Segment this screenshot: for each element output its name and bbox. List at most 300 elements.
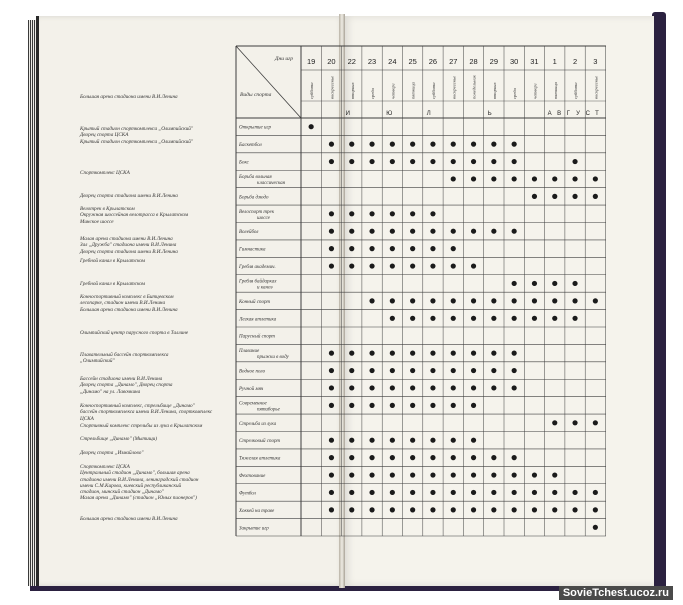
event-dot [532,490,537,495]
event-dot [471,298,476,303]
event-dot [369,385,374,390]
event-dot [532,194,537,199]
day-number: 30 [509,57,519,66]
day-number: 27 [449,57,458,66]
event-dot [512,316,517,321]
event-dot [390,211,395,216]
venue-text: Велотрек в Крылатском Окружная шоссейная велотрасса в Крылатском Минское шоссе [80,206,189,225]
weekday-label: среда [512,88,518,99]
venue-text: Дворец спорта стадиона имени В.И.Ленина [80,193,178,199]
event-dot [471,368,476,373]
event-dot [329,211,334,216]
event-dot [593,525,598,530]
event-dot [471,438,476,443]
sport-label-line: Баскетбол [239,143,262,149]
event-dot [491,229,496,234]
event-dot [369,246,374,251]
sport-label-line: Тяжелая атлетика [239,456,281,462]
sport-label [238,508,275,514]
event-dot [532,176,537,181]
event-dot [369,298,374,303]
event-dot [369,438,374,443]
sport-label-line: Открытие игр [239,125,271,131]
event-dot [410,403,415,408]
event-dot [471,229,476,234]
event-dot [552,298,557,303]
event-dot [572,420,577,425]
event-dot [471,472,476,477]
event-dot [329,507,334,512]
sport-label [238,349,290,360]
sport-label [239,422,277,427]
event-dot [512,159,517,164]
event-dot [349,455,354,460]
sport-label [238,248,266,253]
event-dot [491,298,496,303]
event-dot [410,263,415,268]
sport-label-line: Водное поло [239,369,266,375]
sport-label-line: Гребля байдарках [239,279,277,285]
event-dot [572,281,577,286]
event-dot [593,490,598,495]
event-dot [390,438,395,443]
event-dot [349,385,354,390]
sport-label-line: Борьба дзюдо [239,195,269,201]
sport-label-line: Стрелковый спорт [239,439,281,445]
event-dot [471,176,476,181]
sport-label [238,161,250,166]
event-dot [593,194,598,199]
weekday-label: понедельник [471,75,477,99]
event-dot [349,159,354,164]
day-number: 2 [572,57,578,66]
sport-label [239,401,281,412]
weekday-label: пятница [552,82,558,99]
month-july-letter: Ю [386,111,393,117]
site-watermark: SovieTchest.ucoz.ru [559,586,673,600]
event-dot [491,472,496,477]
day-number: 25 [408,57,417,66]
event-dot [329,159,334,164]
day-number: 31 [530,57,539,66]
weekday-label: вторник [349,82,355,99]
event-dot [512,455,517,460]
event-dot [390,351,395,356]
event-dot [369,472,374,477]
event-dot [390,507,395,512]
event-dot [471,351,476,356]
event-dot [390,298,395,303]
sport-label-line: Велоспорт трек [239,209,275,215]
event-dot [430,368,435,373]
event-dot [349,351,354,356]
event-dot [552,281,557,286]
event-dot [491,316,496,321]
sport-label-line: Борьба вольная [239,174,272,180]
event-dot [451,246,456,251]
event-dot [572,490,577,495]
event-dot [410,211,415,216]
event-dot [349,142,354,147]
sport-label-line: классическая [257,180,285,186]
event-dot [349,472,354,477]
day-number: 19 [306,57,316,66]
weekday-label: четверг [532,83,538,99]
sport-label [239,457,281,462]
event-dot [390,490,395,495]
weekday-label: суббота [309,82,315,99]
sport-label-line: Плавание [239,349,260,355]
event-dot [430,229,435,234]
day-number: 3 [593,57,598,66]
event-dot [430,490,435,495]
event-dot [349,368,354,373]
event-dot [410,159,415,164]
event-dot [451,229,456,234]
sport-label [239,491,256,496]
event-dot [552,176,557,181]
event-dot [430,438,435,443]
sport-label [238,195,269,200]
weekday-label: среда [370,88,376,99]
event-dot [329,246,334,251]
sport-label [238,143,262,148]
venue-text: Спорткомплекс ЦСКА Центральный стадион „Динамо", большая арена стадиона имени В.И.Ленина, ленинградский стадион имени С.М.Кирова, киевский республиканский стадион, минский стадион „Динамо" Малая арена „Динамо" (стадион „Юных пионеров") [80,464,199,502]
event-dot [430,316,435,321]
month-august-letter: Т [595,111,599,117]
event-dot [532,472,537,477]
event-dot [369,229,374,234]
weekday-label: пятница [410,82,416,99]
event-dot [491,490,496,495]
event-dot [471,142,476,147]
event-dot [512,281,517,286]
event-dot [451,316,456,321]
event-dot [390,142,395,147]
venue-text: Спорткомплекс ЦСКА [80,170,130,176]
weekday-label: суббота [430,82,436,99]
sport-label-line: Стрельба из лука [239,421,277,427]
event-dot [451,507,456,512]
event-dot [471,385,476,390]
event-dot [349,263,354,268]
day-number: 24 [388,57,397,66]
venue-text: Дворец спорта „Измайлово" [80,450,144,456]
sport-label [239,126,271,131]
event-dot [552,316,557,321]
event-dot [410,385,415,390]
event-dot [390,263,395,268]
month-july-letter: Л [426,111,431,117]
day-number: 29 [489,57,499,66]
event-dot [451,490,456,495]
event-dot [451,455,456,460]
event-dot [451,472,456,477]
event-dot [430,246,435,251]
event-dot [451,368,456,373]
event-dot [430,455,435,460]
event-dot [572,316,577,321]
venue-text: Гребной канал в Крылатском [80,281,145,287]
venue-text: Бассейн стадиона имени В.И.Ленина Дворец спорта „Динамо", Дворец спорта „Динамо" на ул. Лавочкина [80,376,173,395]
sport-label [239,370,266,375]
sport-label-line: прыжки в воду [257,355,289,361]
corner-label-sports: Виды спорта [240,92,272,98]
venue-text: Конноспортивный комплекс в Битцевском лесопарке, стадион имени В.И.Ленина Большая арена стадиона имени В.И.Ленина [80,294,178,313]
sport-label-line: Современное [239,401,267,407]
venue-text: Крытый стадион спорткомплекса „Олимпийский" Дворец спорта ЦСКА Крытый стадион спорткомплекса „Олимпийский" [80,126,194,145]
event-dot [471,490,476,495]
event-dot [329,472,334,477]
event-dot [390,368,395,373]
event-dot [410,351,415,356]
event-dot [512,490,517,495]
event-dot [512,368,517,373]
sport-label [239,229,258,235]
sport-label [239,438,280,444]
event-dot [329,403,334,408]
event-dot [349,229,354,234]
event-dot [349,507,354,512]
event-dot [552,490,557,495]
sport-label-line: пятиборье [257,407,280,413]
event-dot [329,229,334,234]
sport-label-line: Ручной мяч [239,386,264,392]
event-dot [329,385,334,390]
sport-label [238,299,270,305]
venue-text: Большая арена стадиона имени В.И.Ленина [80,94,178,100]
event-dot [369,455,374,460]
event-dot [369,507,374,512]
venue-text: Плавательный бассейн спорткомплекса „Олимпийский" [80,352,169,365]
month-august-letter: В [557,111,562,117]
event-dot [471,403,476,408]
event-dot [593,507,598,512]
venue-text: Олимпийский центр парусного спорта в Таллине [80,330,189,336]
event-dot [369,263,374,268]
event-dot [491,176,496,181]
event-dot [309,124,314,129]
event-dot [491,142,496,147]
event-dot [410,142,415,147]
sport-label-line: Закрытие игр [239,526,269,532]
event-dot [430,263,435,268]
venue-text: Гребной канал в Крылатском [80,258,145,264]
sport-label-line: Конный спорт [239,299,270,305]
event-dot [349,490,354,495]
event-dot [430,385,435,390]
day-number: 28 [469,57,478,66]
weekday-label: четверг [390,83,396,99]
event-dot [430,211,435,216]
event-dot [532,316,537,321]
event-dot [512,351,517,356]
weekday-label: воскресенье [451,75,457,99]
event-dot [572,159,577,164]
event-dot [410,316,415,321]
event-dot [471,316,476,321]
sport-label-line: и каноэ [257,285,273,291]
month-august-letter: С [585,111,590,117]
event-dot [471,263,476,268]
event-dot [369,490,374,495]
event-dot [410,438,415,443]
sport-label-line: Гимнастика [239,247,266,253]
event-dot [329,368,334,373]
venue-text: Малая арена стадиона имени В.И.Ленина Зал „Дружба" стадиона имени В.И.Ленина Дворец спорта стадиона имени В.И.Ленина [80,236,178,255]
event-dot [512,176,517,181]
event-dot [390,316,395,321]
event-dot [329,263,334,268]
event-dot [572,194,577,199]
month-august-letter: У [576,111,580,117]
event-dot [329,490,334,495]
sport-label-line: Волейбол [239,230,259,236]
event-dot [532,507,537,512]
event-dot [491,351,496,356]
weekday-label: воскресенье [329,75,335,99]
event-dot [410,368,415,373]
sport-label [239,474,266,479]
event-dot [329,142,334,147]
event-dot [410,490,415,495]
event-dot [369,368,374,373]
event-dot [471,159,476,164]
month-july-letter: И [345,111,350,117]
weekday-label: суббота [573,82,579,99]
event-dot [369,211,374,216]
event-dot [390,246,395,251]
event-dot [430,142,435,147]
event-dot [390,159,395,164]
venue-text: Конноспортивный комплекс, стрельбище „Динамо" бассейн спорткомплекса имени В.И.Ленина, спорткомплекс ЦСКА [80,403,213,422]
event-dot [512,142,517,147]
event-dot [451,438,456,443]
event-dot [410,455,415,460]
event-dot [451,403,456,408]
month-august-letter: А [547,111,552,117]
event-dot [349,246,354,251]
corner-label-days: Дни игр [275,56,293,62]
day-number: 20 [327,57,336,66]
event-dot [471,455,476,460]
event-dot [430,403,435,408]
event-dot [572,176,577,181]
day-number: 22 [347,57,356,66]
event-dot [349,403,354,408]
sport-label [238,334,275,340]
sport-label-line: Легкая атлетика [239,317,277,323]
sport-label-line: Футбол [239,491,256,497]
event-dot [451,385,456,390]
event-dot [572,507,577,512]
event-dot [369,351,374,356]
venue-text: Стрельбище „Динамо" (Мытищи) [80,436,157,442]
event-dot [451,159,456,164]
event-dot [552,472,557,477]
event-dot [491,159,496,164]
event-dot [451,351,456,356]
sport-label [239,526,269,531]
event-dot [349,211,354,216]
event-dot [410,472,415,477]
event-dot [491,455,496,460]
sport-label [238,386,264,392]
event-dot [410,298,415,303]
event-dot [491,385,496,390]
event-dot [430,159,435,164]
sport-label [238,175,286,186]
event-dot [532,281,537,286]
event-dot [410,229,415,234]
event-dot [451,298,456,303]
event-dot [430,507,435,512]
day-number: 26 [428,57,438,66]
event-dot [451,263,456,268]
event-dot [512,472,517,477]
weekday-label: вторник [491,82,497,99]
event-dot [593,298,598,303]
event-dot [329,438,334,443]
event-dot [390,229,395,234]
event-dot [451,176,456,181]
weekday-label: воскресенье [593,75,599,99]
event-dot [512,229,517,234]
sport-label [238,278,277,290]
event-dot [451,142,456,147]
event-dot [532,298,537,303]
event-dot [390,455,395,460]
sport-label [239,210,275,221]
sport-label-line: Бокс [239,160,249,166]
event-dot [552,507,557,512]
sport-label-line: шоссе [257,215,270,221]
event-dot [491,368,496,373]
event-dot [390,385,395,390]
event-dot [369,403,374,408]
event-dot [329,351,334,356]
event-dot [349,438,354,443]
event-dot [552,420,557,425]
day-number: 1 [552,57,557,66]
event-dot [552,194,557,199]
sport-label-line: Хоккей на траве [239,508,275,514]
event-dot [369,142,374,147]
sport-label [238,317,277,322]
event-dot [491,507,496,512]
event-dot [471,507,476,512]
month-july-letter: Ь [487,111,492,117]
event-dot [329,455,334,460]
sport-label [238,265,276,270]
day-number: 23 [367,57,377,66]
event-dot [390,472,395,477]
event-dot [369,159,374,164]
event-dot [410,507,415,512]
venue-text: Спортивный комплекс стрельбы из лука в Крылатском [80,423,203,429]
event-dot [512,298,517,303]
event-dot [512,385,517,390]
event-dot [430,298,435,303]
sport-label-line: Парусный спорт [239,334,275,340]
sport-label-line: Фехтование [239,474,266,480]
event-dot [572,298,577,303]
event-dot [410,246,415,251]
event-dot [593,176,598,181]
sport-label-line: Гребля академич. [239,265,276,271]
venue-text: Большая арена стадиона имени В.И.Ленина [80,516,178,522]
event-dot [430,472,435,477]
